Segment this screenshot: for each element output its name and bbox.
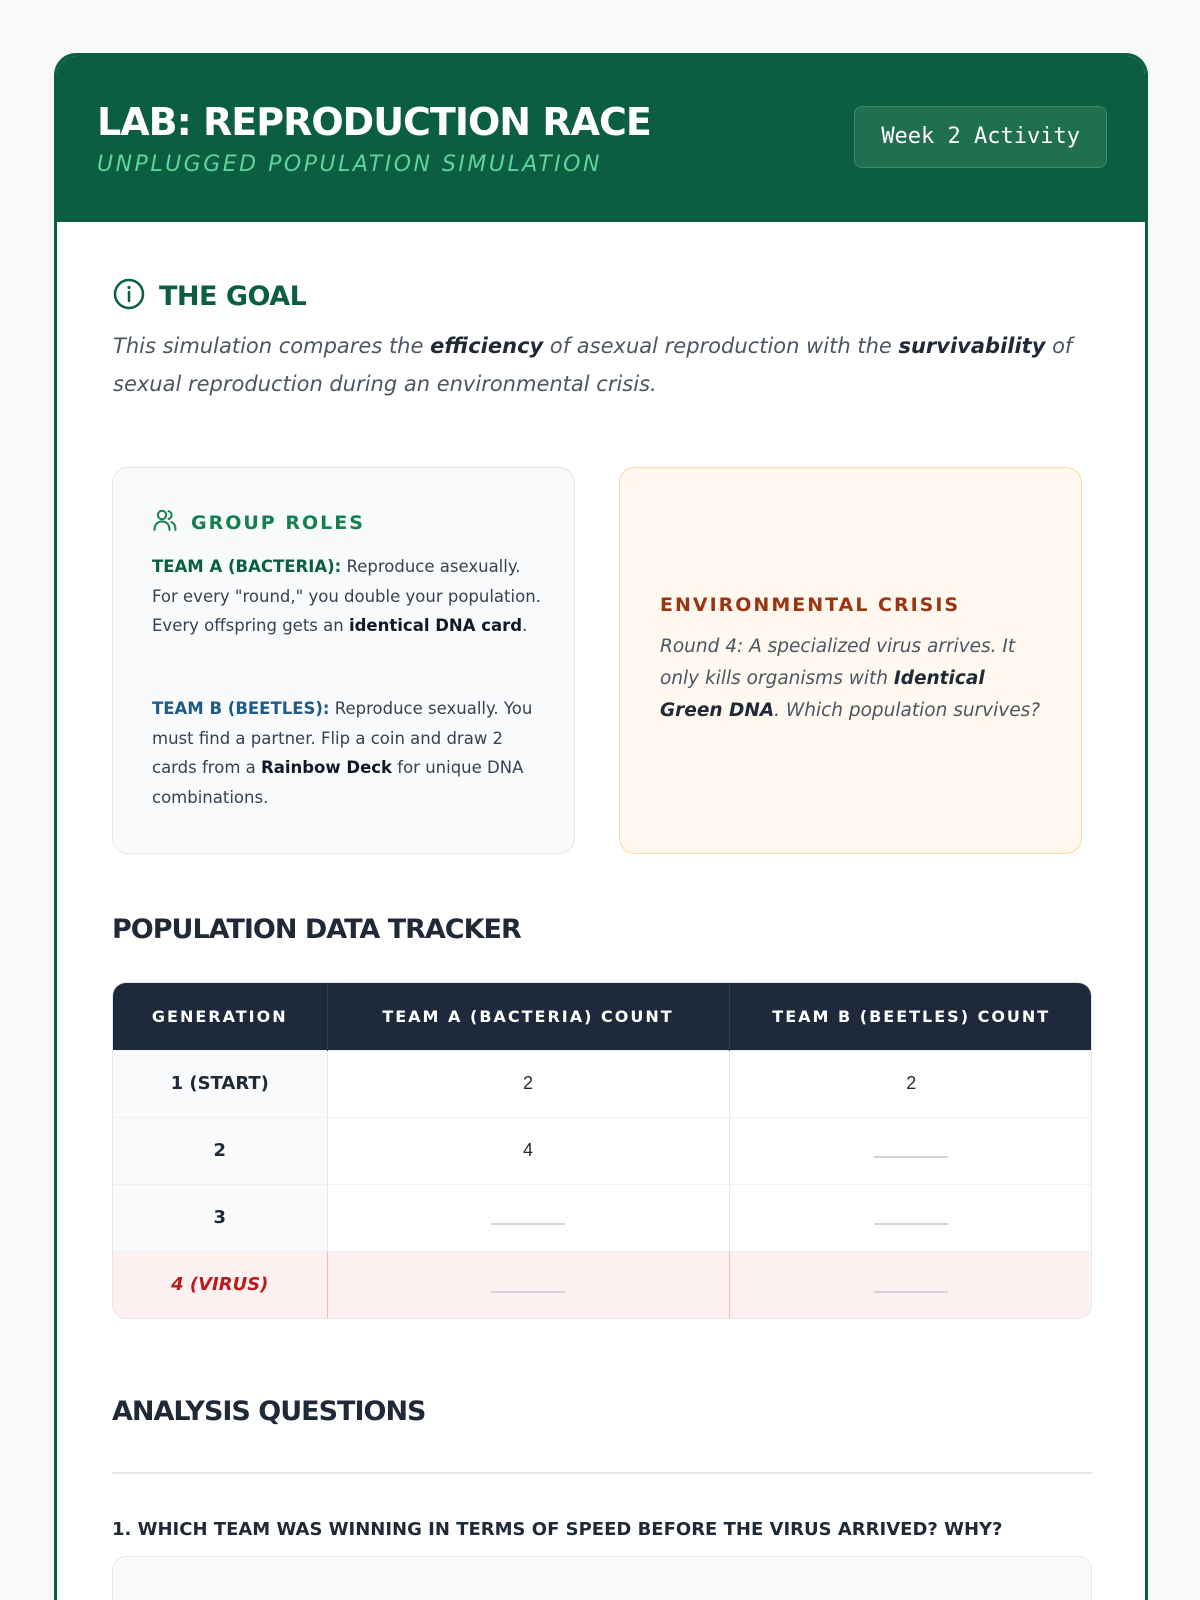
table-row	[113, 1184, 1092, 1251]
population-table	[112, 982, 1092, 1319]
team-b-count-blank[interactable]	[729, 1184, 1092, 1251]
team-a-count[interactable]: 4	[327, 1117, 729, 1184]
blank-line	[491, 1279, 565, 1293]
page-title: LAB: REPRODUCTION RACE	[97, 100, 651, 144]
generation-cell: 4 (VIRUS)	[113, 1251, 327, 1318]
analysis-title: ANALYSIS QUESTIONS	[112, 1396, 426, 1427]
blank-line	[874, 1211, 948, 1225]
question-1: 1. WHICH TEAM WAS WINNING IN TERMS OF SPEED BEFORE THE VIRUS ARRIVED? WHY?	[112, 1519, 1003, 1540]
team-a-count-blank[interactable]	[327, 1251, 729, 1318]
column-header: TEAM B (BEETLES) COUNT	[729, 983, 1092, 1050]
goal-heading	[112, 277, 306, 316]
table-row	[113, 1050, 1092, 1117]
team-b-count[interactable]: 2	[729, 1050, 1092, 1117]
blank-line	[874, 1144, 948, 1158]
users-icon	[152, 507, 178, 538]
column-header: TEAM A (BACTERIA) COUNT	[327, 983, 729, 1050]
worksheet-header	[57, 56, 1145, 222]
week-badge: Week 2 Activity	[854, 106, 1107, 168]
team-b-count-blank[interactable]	[729, 1251, 1092, 1318]
environmental-crisis-panel	[619, 467, 1082, 854]
generation-cell: 1 (START)	[113, 1050, 327, 1117]
blank-line	[491, 1211, 565, 1225]
crisis-description: Round 4: A specialized virus arrives. It only kills organisms with Identical Green DNA. Which population survives?	[660, 636, 1041, 721]
table-header-row	[113, 983, 1092, 1050]
goal-title: THE GOAL	[159, 281, 307, 312]
group-roles-panel	[112, 467, 575, 854]
crisis-title: ENVIRONMENTAL CRISIS	[660, 594, 961, 616]
page-subtitle: UNPLUGGED POPULATION SIMULATION	[97, 152, 602, 177]
section-divider	[112, 1472, 1092, 1474]
team-a-description: TEAM A (BACTERIA): Reproduce asexually. For every "round," you double your population. Every offspring gets an identical DNA card.	[152, 557, 541, 635]
team-a-count-blank[interactable]	[327, 1184, 729, 1251]
generation-cell: 3	[113, 1184, 327, 1251]
column-header: GENERATION	[113, 983, 327, 1050]
tracker-title: POPULATION DATA TRACKER	[112, 914, 521, 945]
goal-description: This simulation compares the efficiency of asexual reproduction with the survivability of sexual reproduction during an environmental crisis.	[113, 334, 1073, 396]
blank-line	[874, 1279, 948, 1293]
table-row-virus	[113, 1251, 1092, 1318]
group-roles-heading	[152, 507, 365, 538]
group-roles-title: GROUP ROLES	[191, 511, 365, 534]
worksheet-card	[54, 53, 1148, 1600]
table-row	[113, 1117, 1092, 1184]
answer-1-box[interactable]	[112, 1556, 1092, 1600]
info-icon	[112, 277, 146, 316]
team-b-count-blank[interactable]	[729, 1117, 1092, 1184]
generation-cell: 2	[113, 1117, 327, 1184]
team-b-description: TEAM B (BEETLES): Reproduce sexually. You must find a partner. Flip a coin and draw 2 cards from a Rainbow Deck for unique DNA combinations.	[152, 699, 533, 807]
team-a-count[interactable]: 2	[327, 1050, 729, 1117]
